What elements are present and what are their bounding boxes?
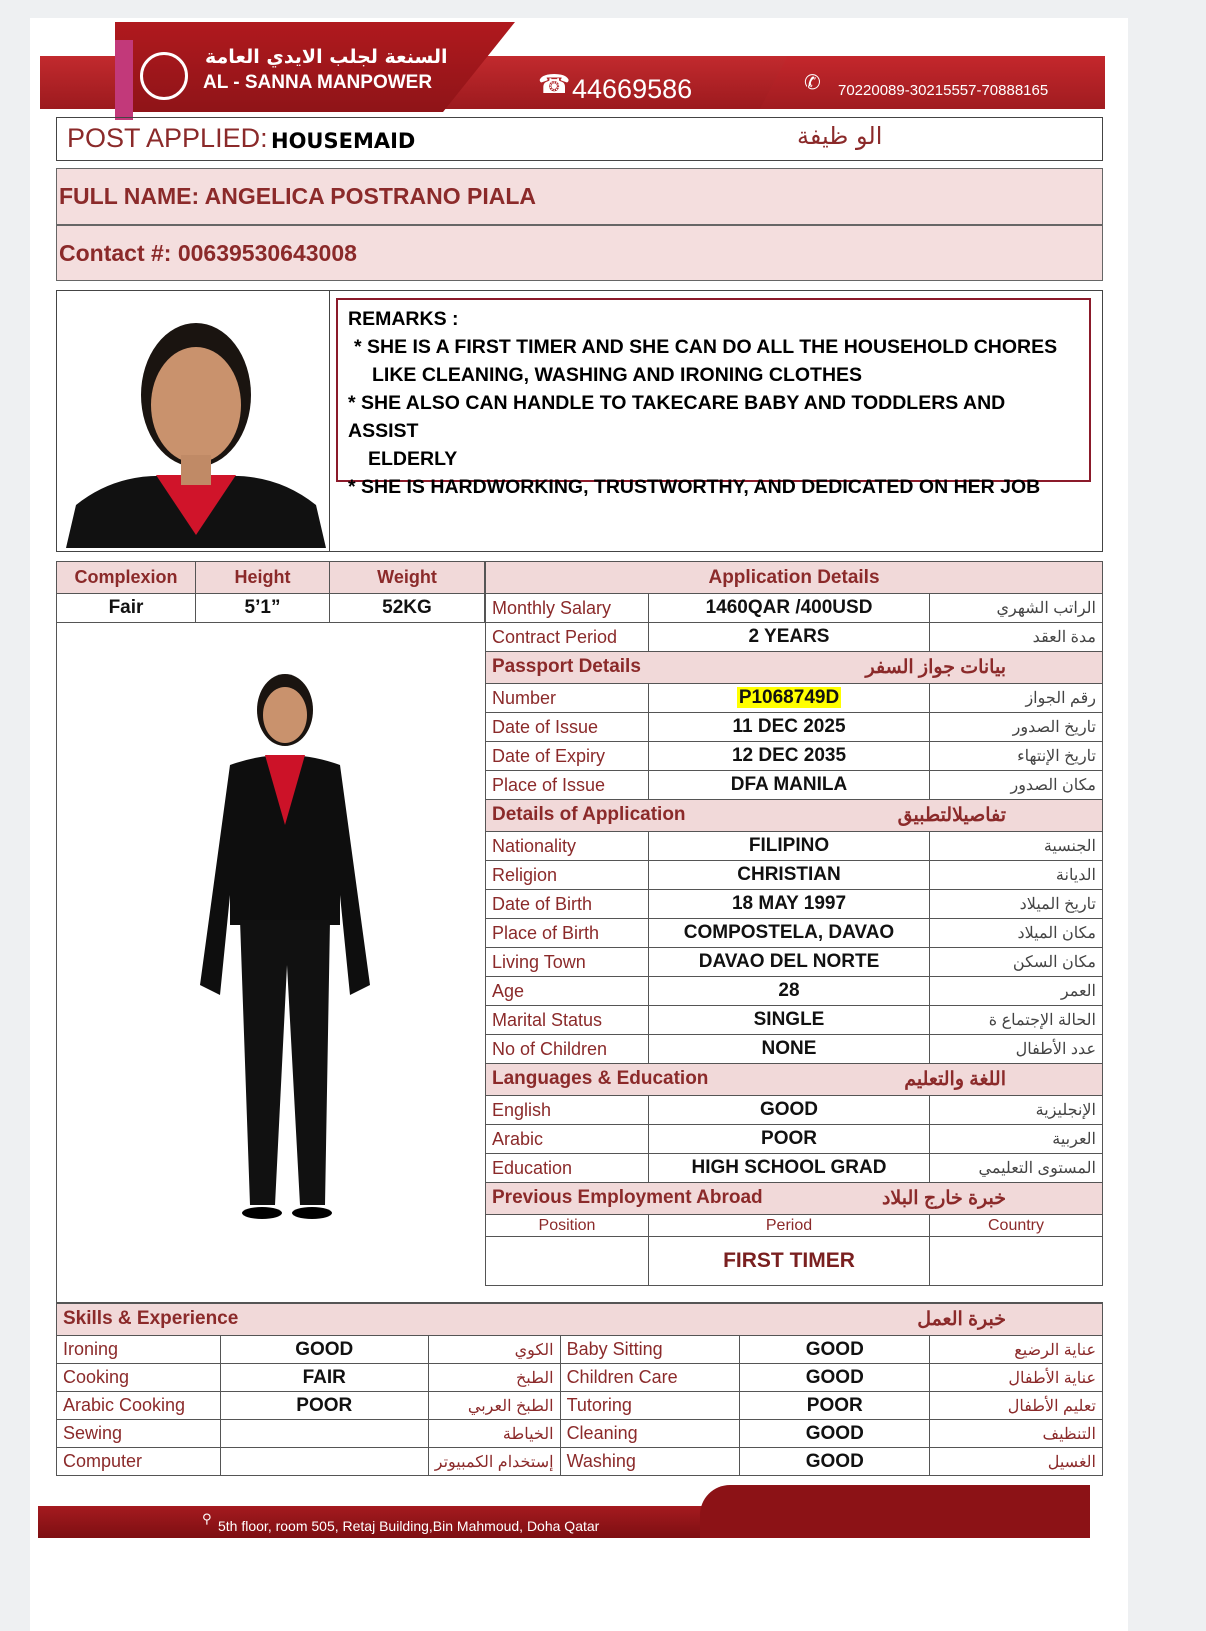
height-header: Height [196,562,330,594]
portrait-photo [66,305,326,548]
employment-header [486,1183,1103,1215]
phone-number: 44669586 [572,74,693,104]
skill-level: GOOD [740,1420,930,1448]
skill-level: POOR [220,1392,428,1420]
table-row [486,1035,1103,1064]
row-label: Place of Birth [486,919,649,948]
row-value: 28 [649,977,930,1006]
skill-name: Computer [57,1448,221,1476]
row-label-ar: مكان السكن [930,948,1103,977]
skill-name-ar: إستخدام الكمبيوتر [428,1448,560,1476]
full-body-photo [190,665,380,1240]
footer-accent [700,1485,1090,1538]
post-value: HOUSEMAID [271,129,416,153]
row-value: CHRISTIAN [649,861,930,890]
row-label-ar: الجنسية [930,832,1103,861]
row-value: 11 DEC 2025 [649,713,930,742]
row-label: Date of Issue [486,713,649,742]
employment-column-header: Period [649,1215,930,1237]
table-row [486,713,1103,742]
mobile-icon: ✆ [804,70,821,94]
complexion-header: Complexion [57,562,196,594]
row-value: HIGH SCHOOL GRAD [649,1154,930,1183]
row-value: NONE [649,1035,930,1064]
employment-period: FIRST TIMER [649,1237,930,1286]
skill-name-ar: الطبخ [428,1364,560,1392]
row-label: Education [486,1154,649,1183]
location-pin-icon: ⚲ [202,1512,212,1527]
skill-level: GOOD [740,1448,930,1476]
row-value: DFA MANILA [649,771,930,800]
employment-column-header: Position [486,1215,649,1237]
row-label-ar: الراتب الشهري [930,594,1103,623]
table-row [486,1154,1103,1183]
row-label: Date of Expiry [486,742,649,771]
remarks-line: * SHE IS HARDWORKING, TRUSTWORTHY, AND DEDICATED ON HER JOB [348,476,1041,498]
contact-number: Contact #: 00639530643008 [59,240,357,266]
table-row [486,684,1103,713]
row-label: Living Town [486,948,649,977]
skills-header: Skills & Experience [63,1308,239,1329]
row-value: POOR [649,1125,930,1154]
row-label: Religion [486,861,649,890]
row-label-ar: الديانة [930,861,1103,890]
weight-header: Weight [330,562,485,594]
application-details-header: Application Details [486,562,1103,594]
table-row [486,771,1103,800]
section-title-ar: تفاصيلالتطبيق [897,805,1006,826]
row-label-ar: المستوى التعليمي [930,1154,1103,1183]
post-label: POST APPLIED: [67,123,268,153]
row-label-ar: مدة العقد [930,623,1103,652]
remarks-box [336,298,1091,498]
skill-level: POOR [740,1392,930,1420]
section-title: Passport Details [492,656,641,677]
skill-name-ar: التنظيف [930,1420,1103,1448]
telephone-icon: ☎ [538,70,571,100]
skills-table [56,1303,1103,1476]
row-label: Number [486,684,649,713]
table-row [486,1096,1103,1125]
header-accent [115,40,133,120]
skill-name-ar: الكوي [428,1336,560,1364]
post-applied-row [56,117,1103,161]
remarks-title: REMARKS : [348,308,459,330]
skill-name: Sewing [57,1420,221,1448]
table-row [486,1006,1103,1035]
company-name-en: AL - SANNA MANPOWER [203,72,433,93]
skill-name: Tutoring [560,1392,740,1420]
skill-name-ar: تعليم الأطفال [930,1392,1103,1420]
weight-value: 52KG [330,594,485,623]
complexion-value: Fair [57,594,196,623]
skill-level [220,1420,428,1448]
skill-level: FAIR [220,1364,428,1392]
row-value: 1460QAR /400USD [649,594,930,623]
row-label-ar: الحالة الإجتماع ة [930,1006,1103,1035]
skill-name-ar: الطبخ العربي [428,1392,560,1420]
table-row [486,861,1103,890]
row-label: Contract Period [486,623,649,652]
skill-name: Children Care [560,1364,740,1392]
skill-row [57,1420,1103,1448]
section-title-ar: اللغة والتعليم [904,1069,1006,1090]
section-title: Details of Application [492,804,686,825]
skill-name-ar: عناية الرضيع [930,1336,1103,1364]
remarks-line: ELDERLY [368,448,458,470]
row-value: 2 YEARS [649,623,930,652]
employment-country [930,1237,1103,1286]
mobile-numbers: 70220089-30215557-70888165 [838,82,1049,99]
table-row [486,890,1103,919]
section-title: Previous Employment Abroad [492,1187,763,1208]
skill-name: Washing [560,1448,740,1476]
skill-name: Baby Sitting [560,1336,740,1364]
section-title: Languages & Education [492,1068,709,1089]
full-name-row [56,168,1103,225]
row-label-ar: العمر [930,977,1103,1006]
skill-name: Arabic Cooking [57,1392,221,1420]
details-header [486,800,1103,832]
skill-level: GOOD [740,1364,930,1392]
row-value: COMPOSTELA, DAVAO [649,919,930,948]
row-label: Nationality [486,832,649,861]
row-label-ar: مكان الصدور [930,771,1103,800]
row-label: Place of Issue [486,771,649,800]
table-row [486,832,1103,861]
row-label-ar: العربية [930,1125,1103,1154]
section-title-ar: بيانات جواز السفر [865,657,1006,678]
skill-row [57,1448,1103,1476]
row-label-ar: مكان الميلاد [930,919,1103,948]
section-title-ar: خبرة خارج البلاد [881,1188,1006,1209]
height-value: 5’1” [196,594,330,623]
row-label-ar: تاريخ الصدور [930,713,1103,742]
row-value: DAVAO DEL NORTE [649,948,930,977]
row-label: Marital Status [486,1006,649,1035]
skill-level [220,1448,428,1476]
row-label-ar: تاريخ الإنتهاء [930,742,1103,771]
table-row [486,977,1103,1006]
remarks-line: * SHE ALSO CAN HANDLE TO TAKECARE BABY AND TODDLERS AND ASSIST [348,392,1006,442]
languages-header [486,1064,1103,1096]
contact-row [56,225,1103,281]
row-value: FILIPINO [649,832,930,861]
skill-name-ar: الخياطة [428,1420,560,1448]
skill-level: GOOD [220,1336,428,1364]
row-value: 12 DEC 2035 [649,742,930,771]
skill-row [57,1364,1103,1392]
skill-name: Cooking [57,1364,221,1392]
table-row [486,742,1103,771]
row-value: SINGLE [649,1006,930,1035]
post-label-ar: الو ظيفة [797,122,883,150]
company-name-ar: السنعة لجلب الايدي العامة [205,46,448,68]
table-row [486,623,1103,652]
row-label: Monthly Salary [486,594,649,623]
table-row [486,1125,1103,1154]
physical-table [56,561,485,623]
skills-header-ar: خبرة العمل [917,1309,1006,1330]
employment-position [486,1237,649,1286]
row-label-ar: الإنجليزية [930,1096,1103,1125]
row-label: English [486,1096,649,1125]
remarks-line: LIKE CLEANING, WASHING AND IRONING CLOTHES [372,364,863,386]
row-label: No of Children [486,1035,649,1064]
skill-row [57,1336,1103,1364]
table-row [486,919,1103,948]
skill-name: Cleaning [560,1420,740,1448]
skill-name-ar: الغسيل [930,1448,1103,1476]
skill-name: Ironing [57,1336,221,1364]
row-value: GOOD [649,1096,930,1125]
footer-address: 5th floor, room 505, Retaj Building,Bin Mahmoud, Doha Qatar [218,1518,600,1534]
employment-column-header: Country [930,1215,1103,1237]
row-label: Age [486,977,649,1006]
full-name: FULL NAME: ANGELICA POSTRANO PIALA [59,183,537,209]
table-row [486,594,1103,623]
row-label-ar: رقم الجواز [930,684,1103,713]
skill-name-ar: عناية الأطفال [930,1364,1103,1392]
row-label-ar: عدد الأطفال [930,1035,1103,1064]
row-value [649,684,930,713]
row-label: Arabic [486,1125,649,1154]
passport-number: P1068749D [738,687,840,708]
application-details-table [485,561,1103,1286]
globe-logo-icon [140,52,188,100]
passport-header [486,652,1103,684]
row-value: 18 MAY 1997 [649,890,930,919]
skill-row [57,1392,1103,1420]
remarks-line: * SHE IS A FIRST TIMER AND SHE CAN DO ALL THE HOUSEHOLD CHORES [354,336,1058,358]
table-row [486,948,1103,977]
row-label-ar: تاريخ الميلاد [930,890,1103,919]
skill-level: GOOD [740,1336,930,1364]
row-label: Date of Birth [486,890,649,919]
